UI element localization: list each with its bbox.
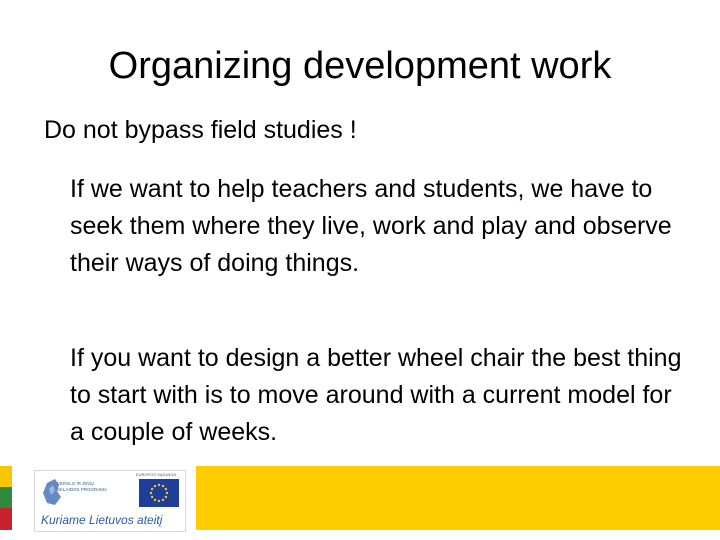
slide-subtitle: Do not bypass field studies ! xyxy=(44,116,357,144)
eu-label: EUROPOS SĄJUNGA xyxy=(135,472,176,477)
flag-stripe-green xyxy=(0,487,12,508)
flag-stripe-red xyxy=(0,508,12,530)
paragraph-teachers-students: If we want to help teachers and students, we have to seek them where they live, work and play and observe their ways of doing things. xyxy=(70,175,672,277)
sponsor-logo xyxy=(34,470,186,532)
footer-band xyxy=(0,466,720,530)
logo-slogan: Kuriame Lietuvos ateitį xyxy=(41,513,163,527)
slide-title: Organizing development work xyxy=(108,45,612,87)
flag-stripe-yellow xyxy=(0,466,12,487)
eu-flag-icon xyxy=(139,479,179,507)
footer-yellow-block xyxy=(196,466,720,530)
paragraph-wheel-chair: If you want to design a better wheel chair the best thing to start with is to move around with a current model for a couple of weeks. xyxy=(70,344,682,446)
seal-text: VERSLO IR ŽINIŲ SKLAIDOS PROGRAMA xyxy=(57,481,108,492)
